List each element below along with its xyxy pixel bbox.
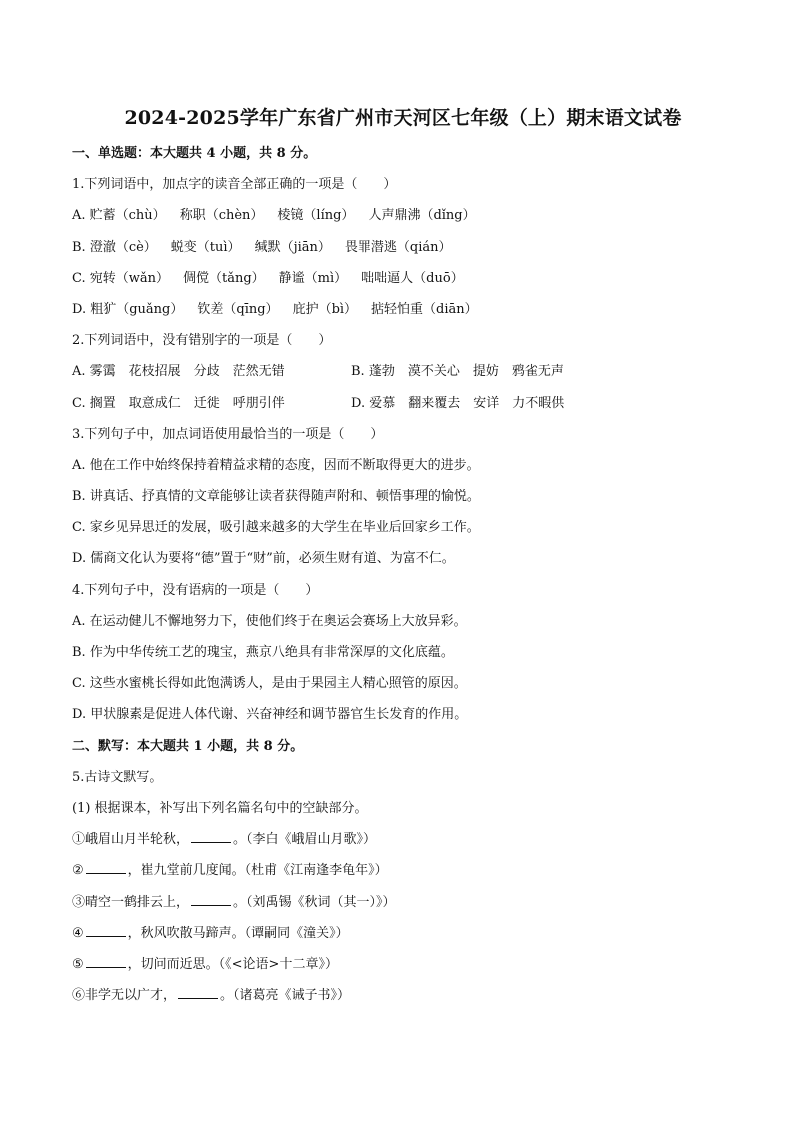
option-term: 称职（chèn）: [179, 208, 264, 224]
dictation-source: 。（李白《峨眉山月歌》）: [233, 832, 377, 848]
question-1-option-d: [72, 294, 734, 325]
dictation-item: [72, 887, 734, 918]
dictation-given-text: ④: [72, 925, 84, 941]
dictation-item: [72, 824, 734, 855]
question-2-options-ab: [72, 356, 734, 387]
question-3-option-c: C. 家乡见异思迁的发展，吸引越来越多的大学生在毕业后回家乡工作。: [72, 520, 480, 536]
dictation-source: 。（诸葛亮《诫子书》）: [220, 988, 351, 1004]
dictation-item: [72, 918, 734, 949]
exam-title: 2024-2025学年广东省广州市天河区七年级（上）期末语文试卷: [124, 107, 682, 129]
question-3-option-d: D. 儒商文化认为要将“德”置于“财”前，必须生财有道、为富不仁。: [72, 551, 455, 567]
question-3-stem: 3.下列句子中，加点词语使用最恰当的一项是（ ）: [72, 426, 384, 442]
section-2-heading: 二、默写：本大题共 1 小题，共 8 分。: [72, 738, 304, 754]
question-4-option-a: A. 在运动健儿不懈地努力下，使他们终于在奥运会赛场上大放异彩。: [72, 613, 467, 629]
answer-blank: [191, 830, 231, 843]
option-term: 静谧（mì）: [278, 270, 348, 286]
option-term: 钦差（qīng）: [197, 301, 279, 317]
question-4-option-d: D. 甲状腺素是促进人体代谢、兴奋神经和调节器官生长发育的作用。: [72, 707, 468, 723]
question-2-option-c: C. 搁置 取意成仁 迁徙 呼朋引伴: [72, 395, 285, 411]
question-4-stem: 4.下列句子中，没有语病的一项是（ ）: [72, 582, 319, 598]
answer-blank: [191, 893, 231, 906]
question-2-options-cd: [72, 388, 734, 419]
question-2-option-b: B. 蓬勃 漠不关心 提妨 鸦雀无声: [351, 364, 564, 380]
dictation-source: 。（刘禹锡《秋词（其一）》）: [233, 894, 396, 910]
option-term: 咄咄逼人（duō）: [361, 270, 464, 286]
question-5-subquestion-1: (1) 根据课本，补写出下列名篇名句中的空缺部分。: [72, 800, 368, 816]
option-term: 掂轻怕重（diān）: [371, 301, 478, 317]
answer-blank: [86, 861, 126, 874]
question-4-option-c: C. 这些水蜜桃长得如此饱满诱人，是由于果园主人精心照管的原因。: [72, 676, 467, 692]
option-term: C. 宛转（wǎn）: [72, 270, 169, 286]
dictation-item: [72, 855, 734, 886]
dictation-item: [72, 949, 734, 980]
question-5-stem: 5.古诗文默写。: [72, 769, 163, 785]
question-3-option-a: A. 他在工作中始终保持着精益求精的态度，因而不断取得更大的进步。: [72, 457, 480, 473]
dictation-source: ，崔九堂前几度闻。（杜甫《江南逢李龟年》）: [127, 863, 388, 879]
dictation-given-text: ⑤: [72, 956, 84, 972]
dictation-given-text: ⑥非学无以广才，: [72, 988, 177, 1004]
question-1-stem: 1.下列词语中，加点字的读音全部正确的一项是（ ）: [72, 177, 397, 193]
question-2-option-a: A. 雾霭 花枝招展 分歧 茫然无错: [72, 364, 285, 380]
option-term: 庇护（bì）: [292, 301, 358, 317]
option-term: 人声鼎沸（dǐng）: [368, 208, 476, 224]
option-term: 倜傥（tǎng）: [183, 270, 265, 286]
answer-blank: [86, 924, 126, 937]
question-2-option-d: D. 爱慕 翻来覆去 安详 力不暇供: [351, 395, 565, 411]
option-term: 棱镜（líng）: [277, 208, 355, 224]
dictation-given-text: ②: [72, 863, 84, 879]
option-term: B. 澄澈（cè）: [72, 239, 157, 255]
option-term: 蜕变（tuì）: [170, 239, 241, 255]
dictation-given-text: ③晴空一鹤排云上，: [72, 894, 190, 910]
option-term: A. 贮蓄（chù）: [72, 208, 166, 224]
answer-blank: [86, 955, 126, 968]
dictation-given-text: ①峨眉山月半轮秋，: [72, 832, 190, 848]
dictation-source: ，秋风吹散马蹄声。（谭嗣同《潼关》）: [127, 925, 349, 941]
question-4-option-b: B. 作为中华传统工艺的瑰宝，燕京八绝具有非常深厚的文化底蕴。: [72, 645, 454, 660]
question-2-stem: 2.下列词语中，没有错别字的一项是（ ）: [72, 333, 332, 349]
question-1-option-c: [72, 263, 734, 294]
question-3-option-b: B. 讲真话、抒真情的文章能够让读者获得随声附和、顿悟事理的愉悦。: [72, 489, 480, 505]
option-term: D. 粗犷（guǎng）: [72, 301, 184, 317]
option-term: 缄默（jiān）: [254, 239, 331, 255]
question-1-option-a: [72, 200, 734, 231]
dictation-source: ，切问而近思。（《<论语>十二章》）: [127, 956, 338, 972]
answer-blank: [178, 986, 218, 999]
question-1-option-b: [72, 232, 734, 263]
option-term: 畏罪潜逃（qián）: [344, 239, 452, 255]
dictation-item: [72, 980, 734, 1011]
section-1-heading: 一、单选题：本大题共 4 小题，共 8 分。: [72, 146, 317, 161]
